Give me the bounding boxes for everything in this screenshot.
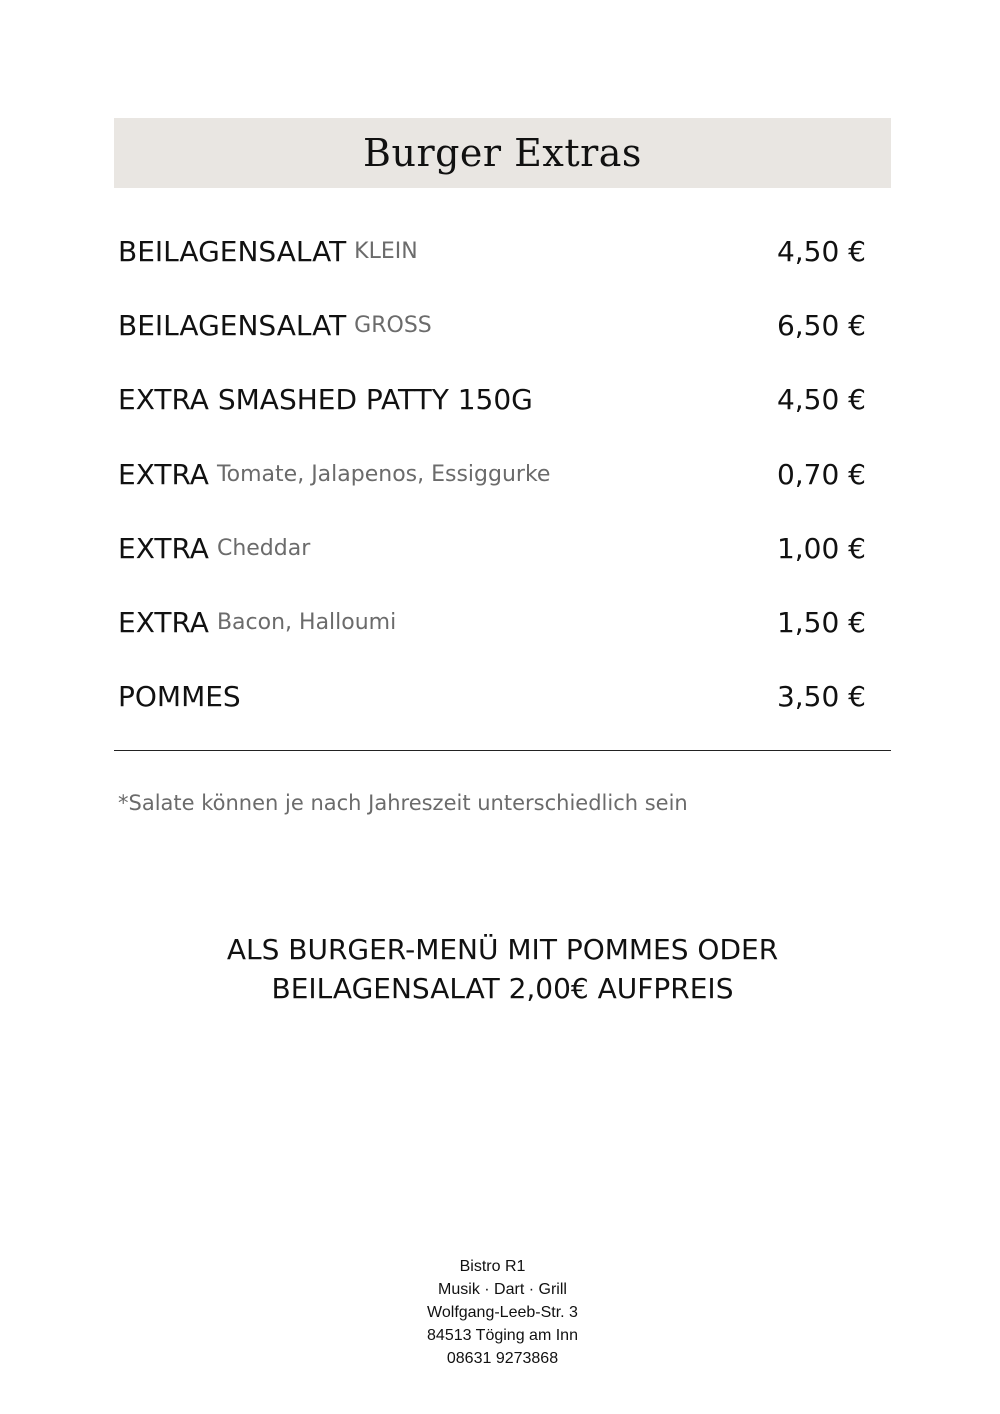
bistro-city: 84513 Töging am Inn <box>427 1327 578 1344</box>
bistro-phone: 08631 9273868 <box>446 1350 559 1367</box>
page-title: Burger Extras <box>363 131 642 175</box>
menu-item-detail: Cheddar <box>216 535 311 561</box>
menu-item <box>118 363 868 437</box>
menu-item-price: 4,50 € <box>776 383 866 417</box>
menu-item-price: 0,70 € <box>776 457 866 491</box>
menu-item-price: 4,50 € <box>776 234 866 268</box>
menu-item-detail: Tomate, Jalapenos, Essiggurke <box>216 461 551 487</box>
menu-item-price: 6,50 € <box>776 308 866 342</box>
menu-item-price: 3,50 € <box>776 680 866 714</box>
menu-item-name: EXTRA <box>118 457 209 491</box>
footer-address <box>350 1255 655 1370</box>
menu-item-price: 1,50 € <box>776 606 866 640</box>
menu-item <box>118 660 868 734</box>
menu-item-name: BEILAGENSALAT <box>118 308 347 342</box>
menu-item-name: EXTRA <box>118 606 209 640</box>
menu-item-name: BEILAGENSALAT <box>118 234 347 268</box>
menu-item-name: EXTRA SMASHED PATTY 150G <box>118 383 533 417</box>
menu-item <box>118 437 868 511</box>
menu-item <box>118 214 868 288</box>
menu-item-name: EXTRA <box>118 531 209 565</box>
menu-offer <box>114 930 891 1008</box>
menu-item <box>118 511 868 585</box>
title-banner <box>114 118 891 188</box>
menu-offer-line: BEILAGENSALAT 2,00€ AUFPREIS <box>271 972 734 1005</box>
menu-item <box>118 585 868 659</box>
menu-item <box>118 288 868 362</box>
menu-item-detail: GROSS <box>354 312 432 338</box>
menu-item-price: 1,00 € <box>776 531 866 565</box>
bistro-tagline: Musik · Dart · Grill <box>438 1281 567 1298</box>
divider <box>114 750 891 751</box>
footnote: *Salate können je nach Jahreszeit unterschiedlich sein <box>118 791 688 815</box>
menu-item-detail: KLEIN <box>354 238 418 264</box>
menu-list <box>118 214 868 734</box>
bistro-street: Wolfgang-Leeb-Str. 3 <box>427 1304 578 1321</box>
menu-item-detail: Bacon, Halloumi <box>216 610 397 636</box>
menu-item-name: POMMES <box>118 680 241 714</box>
menu-offer-line: ALS BURGER-MENÜ MIT POMMES ODER <box>226 933 779 966</box>
bistro-name: Bistro R1 <box>459 1258 526 1275</box>
